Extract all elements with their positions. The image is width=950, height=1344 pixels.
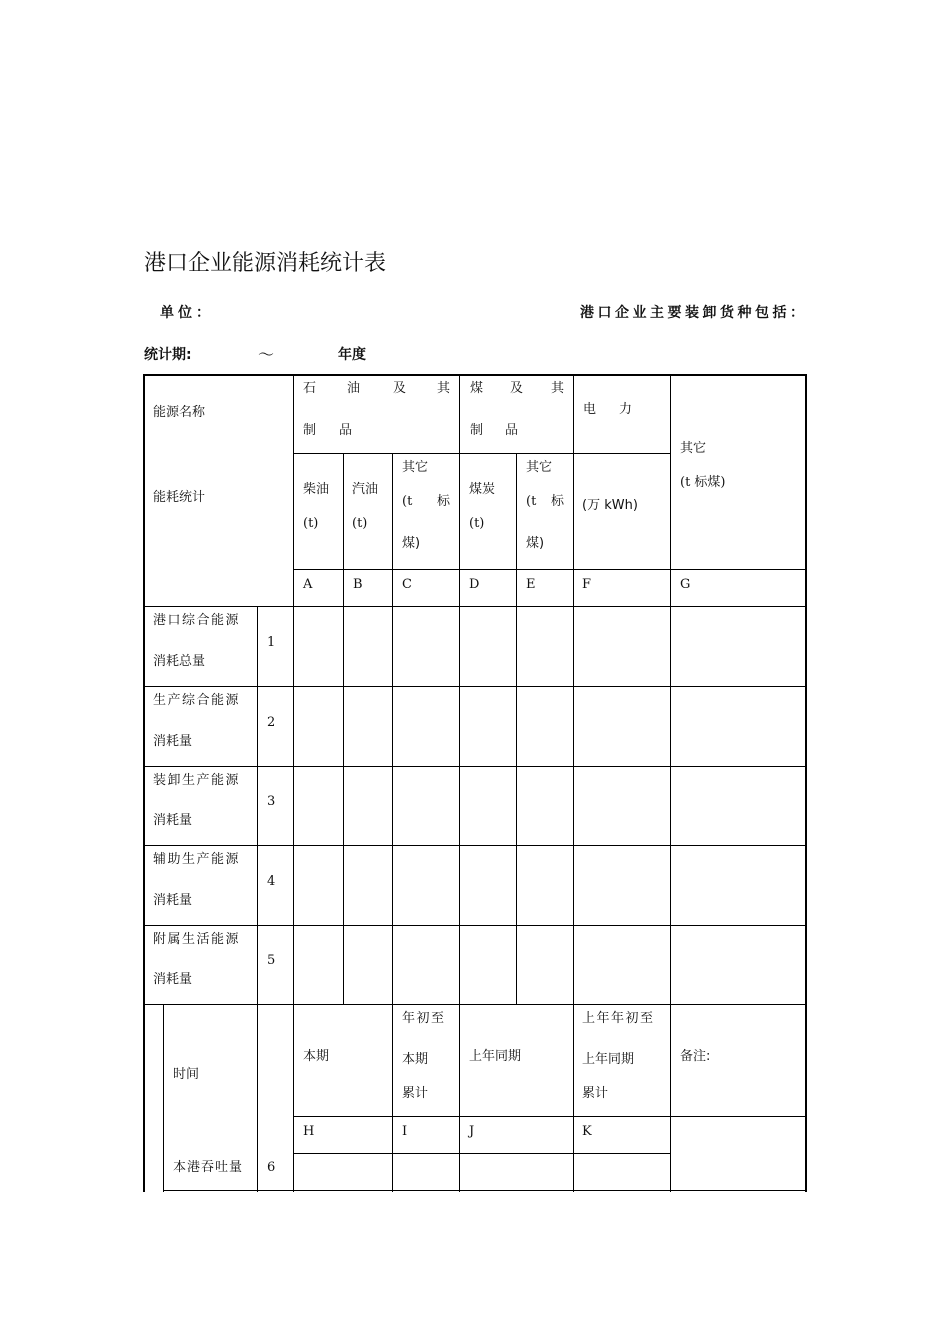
header-coal-unit: (t) xyxy=(469,516,485,531)
header-petroleum: 其 xyxy=(437,381,451,396)
year-label: 年度 xyxy=(338,347,366,363)
last-year-same-label: 上年同期 xyxy=(469,1049,522,1064)
header-petroleum: 制 xyxy=(303,423,317,438)
header-coal: 品 xyxy=(505,423,519,438)
time-code: K xyxy=(582,1124,592,1139)
last-ytd-label: 上年年初至 xyxy=(582,1011,655,1026)
row-label: 附属生活能源 xyxy=(153,932,241,947)
remarks-label: 备注: xyxy=(680,1049,711,1064)
column-code: C xyxy=(402,577,412,592)
row-label: 辅助生产能源 xyxy=(153,852,241,867)
row-number: 5 xyxy=(267,953,276,968)
row-label: 消耗量 xyxy=(153,734,193,749)
throughput-label: 本港吞吐量 xyxy=(173,1160,244,1175)
row-label: 消耗量 xyxy=(153,813,193,828)
grid-line xyxy=(143,1004,807,1005)
row-label: 港口综合能源 xyxy=(153,613,241,628)
last-ytd-label: 上年同期 xyxy=(582,1052,635,1067)
grid-line xyxy=(293,1153,670,1154)
header-electricity: 力 xyxy=(619,402,633,417)
header-coal: 制 xyxy=(470,423,484,438)
header-other-unit: (t 标煤) xyxy=(680,475,726,490)
grid-line xyxy=(143,925,807,926)
header-diesel: 柴油 xyxy=(303,482,330,497)
row-label: 消耗总量 xyxy=(153,654,206,669)
header-diesel-unit: (t) xyxy=(303,516,319,531)
row-label: 生产综合能源 xyxy=(153,693,241,708)
header-coal-other-unit: 煤) xyxy=(526,536,545,551)
column-code: E xyxy=(526,577,536,592)
energy-consumption-table xyxy=(143,374,807,1192)
header-gasoline-unit: (t) xyxy=(352,516,368,531)
table-border-top xyxy=(143,374,807,376)
row-label: 消耗量 xyxy=(153,972,193,987)
time-label: 时间 xyxy=(173,1067,200,1082)
grid-line xyxy=(143,606,807,607)
column-code: D xyxy=(469,577,480,592)
time-code: H xyxy=(303,1124,315,1139)
ytd-label: 累计 xyxy=(402,1086,429,1101)
header-coal: 及 xyxy=(510,381,524,396)
ytd-label: 年初至 xyxy=(402,1011,446,1026)
header-petroleum: 及 xyxy=(393,381,407,396)
header-coal-other-unit: (t xyxy=(526,494,537,509)
grid-line xyxy=(459,374,460,1192)
current-period-label: 本期 xyxy=(303,1049,330,1064)
header-electricity-unit: (万 kWh) xyxy=(582,498,638,513)
header-coal: 煤 xyxy=(470,381,484,396)
grid-line xyxy=(163,1004,164,1192)
grid-line xyxy=(392,453,393,1192)
unit-label: 单位： xyxy=(160,305,214,321)
column-code: A xyxy=(303,577,313,592)
header-petroleum: 石 xyxy=(303,381,317,396)
header-coal-other: 其它 xyxy=(526,460,553,475)
row-number: 4 xyxy=(267,874,276,889)
last-ytd-label: 累计 xyxy=(582,1086,609,1101)
header-coal-type: 煤炭 xyxy=(469,482,496,497)
header-coal: 其 xyxy=(551,381,565,396)
header-consumption-stats: 能耗统计 xyxy=(153,490,206,505)
column-code: F xyxy=(582,577,592,592)
ytd-label: 本期 xyxy=(402,1052,429,1067)
grid-line xyxy=(293,453,670,454)
grid-line xyxy=(293,569,807,570)
grid-line xyxy=(516,453,517,1004)
grid-line xyxy=(143,766,807,767)
page-title: 港口企业能源消耗统计表 xyxy=(144,251,387,276)
grid-line xyxy=(343,453,344,1004)
table-border-right xyxy=(805,374,807,1192)
header-electricity: 电 xyxy=(583,402,597,417)
grid-line xyxy=(163,1190,807,1191)
header-petroleum-other-unit: (t xyxy=(402,494,413,509)
row-number: 3 xyxy=(267,794,276,809)
grid-line xyxy=(293,374,294,1192)
throughput-row-number: 6 xyxy=(267,1160,276,1175)
grid-line xyxy=(143,686,807,687)
header-petroleum-other-unit: 煤) xyxy=(402,536,421,551)
row-label: 消耗量 xyxy=(153,893,193,908)
grid-line xyxy=(573,374,574,1192)
column-code: G xyxy=(680,577,691,592)
period-label: 统计期: xyxy=(144,347,192,363)
grid-line xyxy=(670,374,671,1192)
row-label: 装卸生产能源 xyxy=(153,773,241,788)
time-code: I xyxy=(402,1124,408,1139)
header-energy-name: 能源名称 xyxy=(153,405,206,420)
header-petroleum: 油 xyxy=(347,381,361,396)
table-border-left xyxy=(143,374,145,1192)
period-tilde: ～ xyxy=(258,345,275,364)
header-petroleum-other: 其它 xyxy=(402,460,429,475)
cargo-types-label: 港口企业主要装卸货种包括： xyxy=(580,305,808,321)
header-gasoline: 汽油 xyxy=(352,482,379,497)
row-number: 1 xyxy=(267,635,276,650)
header-coal-other-unit: 标 xyxy=(551,494,565,509)
header-petroleum-other-unit: 标 xyxy=(437,494,451,509)
header-other: 其它 xyxy=(680,441,707,456)
grid-line xyxy=(293,1116,807,1117)
grid-line xyxy=(143,845,807,846)
time-code: J xyxy=(469,1124,475,1139)
column-code: B xyxy=(353,577,363,592)
header-petroleum: 品 xyxy=(339,423,353,438)
grid-line xyxy=(257,606,258,1192)
row-number: 2 xyxy=(267,715,276,730)
